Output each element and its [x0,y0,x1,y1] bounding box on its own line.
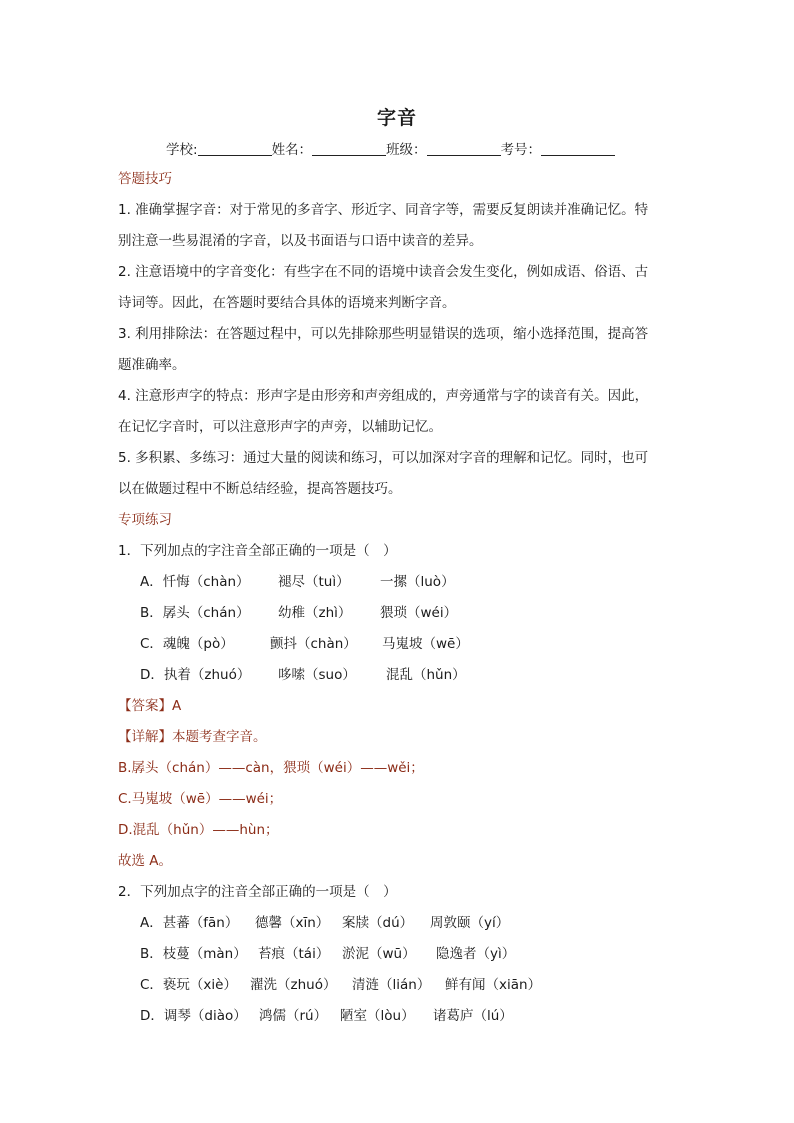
q1-option-c-word-3: 马嵬坡（wē） [382,636,469,652]
school-blank[interactable] [198,141,272,156]
q1-option-d-word-3: 混乱（hǔn） [386,667,466,683]
q1-note-c: C.马嵬坡（wē）——wéi； [118,791,283,807]
question-1-stem: 1．下列加点的字注音全部正确的一项是（ ） [118,543,397,559]
class-blank[interactable] [427,141,501,156]
question-2-stem: 2．下列加点字的注音全部正确的一项是（ ） [118,884,397,900]
student-info-line [166,138,615,158]
number-blank[interactable] [541,141,615,156]
q2-option-d-word-2: 鸿儒（rú） [259,1008,328,1024]
detail-text: 本题考查字音。 [172,729,267,745]
q1-option-a-word-3: 一摞（luò） [380,574,455,590]
q2-option-b-word-2: 苔痕（tái） [258,946,330,962]
tip-line: 3. 利用排除法：在答题过程中，可以先排除那些明显错误的选项，缩小选择范围，提高答 [118,326,649,342]
tips-heading: 答题技巧 [118,171,172,187]
q2-option-a-word-1: A．甚蕃（fān） [140,915,239,931]
q1-conclusion: 故选 A。 [118,853,173,869]
page-title: 字音 [376,107,417,129]
name-label: 姓名： [271,142,313,158]
q1-option-d-word-2: 哆嗦（suo） [278,667,356,683]
tip-line: 1. 准确掌握字音：对于常见的多音字、形近字、同音字等，需要反复朗读并准确记忆。特 [118,202,649,218]
name-blank[interactable] [312,141,386,156]
q2-option-b-word-4: 隐逸者（yì） [436,946,516,962]
number-label: 考号： [500,142,542,158]
tip-line: 2. 注意语境中的字音变化：有些字在不同的语境中读音会发生变化，例如成语、俗语、古 [118,264,649,280]
q2-option-a-word-3: 案牍（dú） [342,915,414,931]
detail-tag: 【详解】 [118,729,172,745]
q2-option-b-word-3: 淤泥（wū） [342,946,416,962]
practice-heading: 专项练习 [118,512,172,528]
q1-option-b-word-3: 猥琐（wéi） [380,605,458,621]
q2-option-b-word-1: B．枝蔓（màn） [140,946,247,962]
q1-option-b-word-1: B．孱头（chán） [140,605,250,621]
q1-option-c-word-2: 颤抖（chàn） [270,636,357,652]
q2-option-d-word-4: 诸葛庐（lú） [433,1008,513,1024]
q2-option-c-word-4: 鲜有闻（xiān） [445,977,542,993]
q2-option-a-word-2: 德馨（xīn） [255,915,330,931]
tip-line: 在记忆字音时，可以注意形声字的声旁，以辅助记忆。 [118,419,442,435]
class-label: 班级： [386,142,427,158]
tip-line: 诗词等。因此，在答题时要结合具体的语境来判断字音。 [118,295,456,311]
q1-note-b: B.孱头（chán）——càn，猥琐（wéi）——wěi； [118,760,424,776]
q2-option-d-word-1: D．调琴（diào） [140,1008,247,1024]
tip-line: 5. 多积累、多练习：通过大量的阅读和练习，可以加深对字音的理解和记忆。同时，也可 [118,450,649,466]
tip-line: 4. 注意形声字的特点：形声字是由形旁和声旁组成的，声旁通常与字的读音有关。因此， [118,388,649,404]
q1-answer [118,694,181,714]
q2-option-a-word-4: 周敦颐（yí） [430,915,510,931]
q1-option-c-word-1: C．魂魄（pò） [140,636,234,652]
answer-tag: 【答案】 [118,698,172,714]
q2-option-c-word-1: C．亵玩（xiè） [140,977,237,993]
q1-option-a-word-2: 褪尽（tuì） [278,574,350,590]
q1-option-b-word-2: 幼稚（zhì） [278,605,352,621]
tip-line: 别注意一些易混淆的字音，以及书面语与口语中读音的差异。 [118,233,483,249]
answer-value: A [172,698,182,714]
q1-option-a-word-1: A．忏悔（chàn） [140,574,250,590]
q1-option-d-word-1: D．执着（zhuó） [140,667,251,683]
q2-option-c-word-2: 濯洗（zhuó） [250,977,337,993]
q1-detail [118,725,267,745]
q1-note-d: D.混乱（hǔn）——hùn； [118,822,279,838]
tip-line: 以在做题过程中不断总结经验，提高答题技巧。 [118,481,402,497]
q2-option-c-word-3: 清涟（lián） [352,977,431,993]
q2-option-d-word-3: 陋室（lòu） [340,1008,415,1024]
tip-line: 题准确率。 [118,357,186,373]
school-label: 学校: [166,142,198,158]
